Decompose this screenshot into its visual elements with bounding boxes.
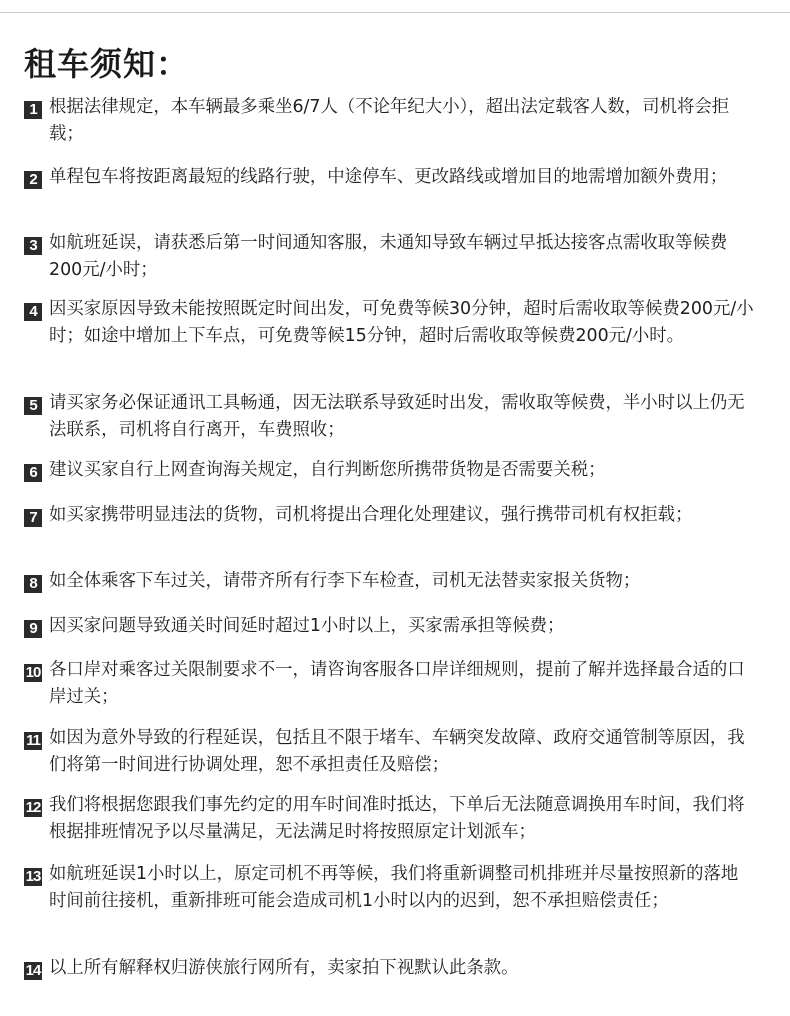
number-badge: 5 [24,397,42,415]
number-badge: 10 [25,664,41,681]
notice-text: 建议买家自行上网查询海关规定，自行判断您所携带货物是否需要关税； [49,460,606,480]
notice-text: 请买家务必保证通讯工具畅通，因无法联系导致延时出发，需收取等候费，半小时以上仍无法联系，司机将自行离开，车费照收； [49,393,745,440]
number-badge: 13 [25,868,41,885]
page-title: 租车须知： [24,45,190,83]
notice-text: 根据法律规定，本车辆最多乘坐6/7人（不论年纪大小），超出法定载客人数，司机将会拒载； [49,97,730,144]
notice-text: 如航班延误，请获悉后第一时间通知客服，未通知导致车辆过早抵达接客点需收取等候费200元/小时； [49,233,728,280]
notice-text: 如买家携带明显违法的货物，司机将提出合理化处理建议，强行携带司机有权拒载； [49,505,693,525]
number-badge: 4 [24,303,42,321]
notice-text: 因买家原因导致未能按照既定时间出发，可免费等候30分钟，超时后需收取等候费200元/小时；如途中增加上下车点，可免费等候15分钟，超时后需收取等候费200元/小时。 [49,299,754,346]
notice-text: 如因为意外导致的行程延误，包括且不限于堵车、车辆突发故障、政府交通管制等原因，我们将第一时间进行协调处理，恕不承担责任及赔偿； [49,728,745,775]
notice-text: 如全体乘客下车过关，请带齐所有行李下车检查，司机无法替卖家报关货物； [49,571,641,591]
notice-text: 如航班延误1小时以上，原定司机不再等候，我们将重新调整司机排班并尽量按照新的落地时间前往接机，重新排班可能会造成司机1小时以内的迟到，恕不承担赔偿责任； [49,864,739,911]
top-divider [0,12,790,13]
notice-text: 单程包车将按距离最短的线路行驶，中途停车、更改路线或增加目的地需增加额外费用； [49,167,728,187]
number-badge: 2 [24,171,42,189]
number-badge: 3 [24,237,42,255]
number-badge: 7 [24,509,42,527]
number-badge: 9 [24,620,42,638]
notice-text: 因买家问题导致通关时间延时超过1小时以上，买家需承担等候费； [49,616,565,636]
number-badge: 12 [25,799,41,816]
number-badge: 14 [25,962,41,979]
number-badge: 11 [24,732,42,750]
number-badge: 1 [24,101,42,119]
number-badge: 6 [24,464,42,482]
notice-text: 以上所有解释权归游侠旅行网所有，卖家拍下视默认此条款。 [49,958,519,978]
notice-text: 各口岸对乘客过关限制要求不一，请咨询客服各口岸详细规则，提前了解并选择最合适的口岸过关； [49,660,745,707]
number-badge: 8 [24,575,42,593]
notice-text: 我们将根据您跟我们事先约定的用车时间准时抵达，下单后无法随意调换用车时间，我们将根据排班情况予以尽量满足，无法满足时将按照原定计划派车； [49,795,745,842]
